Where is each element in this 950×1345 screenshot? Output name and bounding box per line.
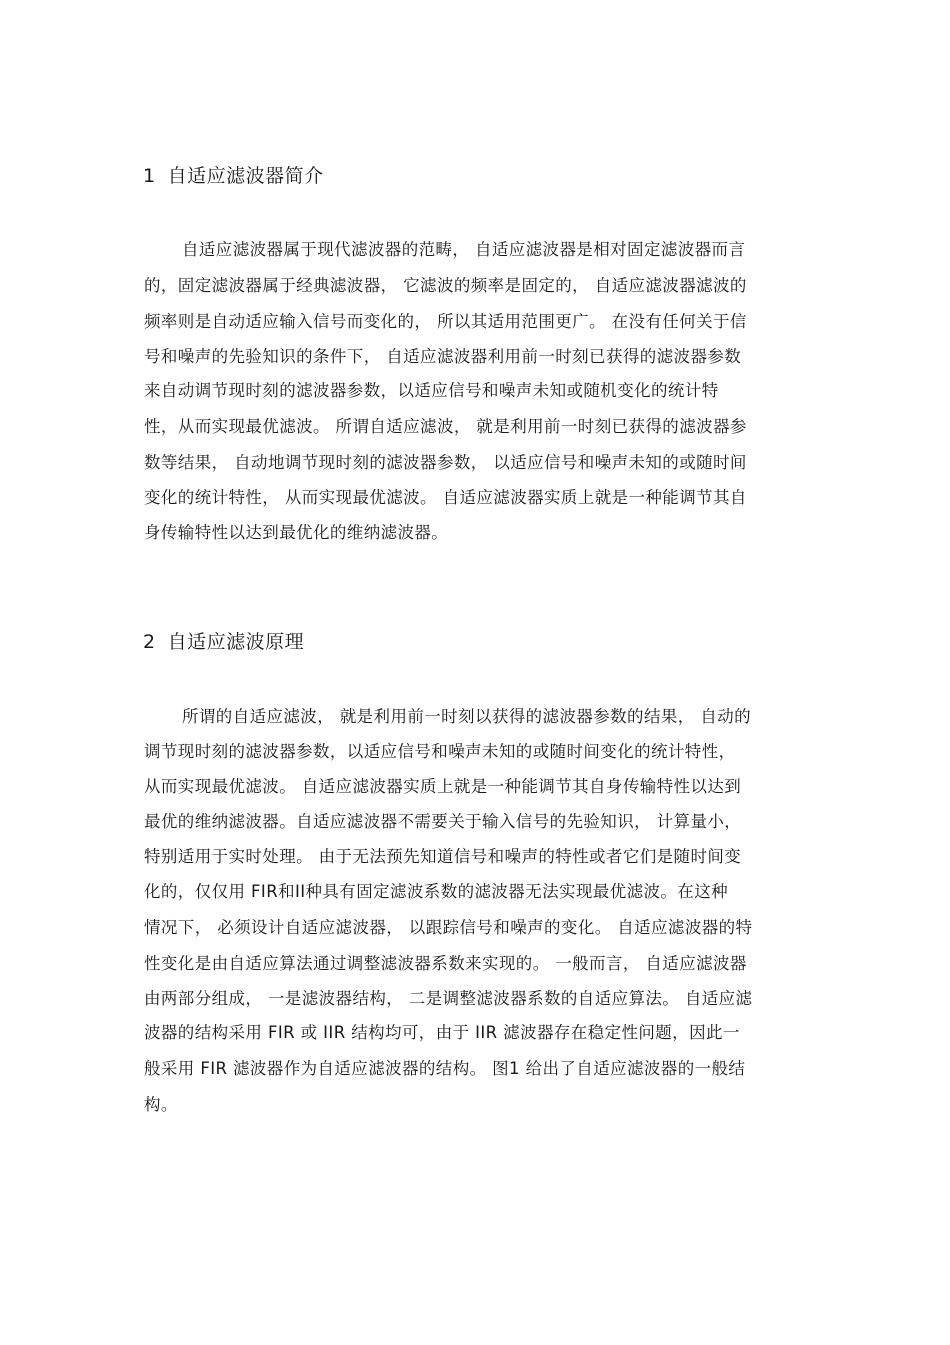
section-2-line: 情况下， 必须设计自适应滤波器， 以跟踪信号和噪声的变化。 自适应滤波器的特: [144, 918, 753, 937]
section-2-line: 所谓的自适应滤波， 就是利用前一时刻以获得的滤波器参数的结果， 自动的: [182, 707, 751, 726]
section-1-line: 的，固定滤波器属于经典滤波器， 它滤波的频率是固定的， 自适应滤波器滤波的: [144, 276, 747, 295]
section-2-line: 化的，仅仅用 FIR和II种具有固定滤波系数的滤波器无法实现最优滤波。在这种: [144, 882, 728, 901]
section-1-line: 号和噪声的先验知识的条件下， 自适应滤波器利用前一时刻已获得的滤波器参数: [144, 347, 742, 366]
section-1-title: 自适应滤波器简介: [167, 165, 324, 187]
section-1-line: 数等结果， 自动地调节现时刻的滤波器参数， 以适应信号和噪声未知的或随时间: [144, 453, 747, 472]
section-1-heading: [143, 164, 324, 188]
section-1-line: 来自动调节现时刻的滤波器参数，以适应信号和噪声未知或随机变化的统计特: [144, 381, 719, 400]
section-1-line: 身传输特性以达到最优化的维纳滤波器。: [144, 523, 449, 542]
section-2-line: 从而实现最优滤波。 自适应滤波器实质上就是一种能调节其自身传输特性以达到: [144, 777, 742, 796]
section-2-number: 2: [143, 631, 156, 653]
section-2-line: 性变化是由自适应算法通过调整滤波器系数来实现的。 一般而言， 自适应滤波器: [144, 954, 747, 973]
section-1-line: 自适应滤波器属于现代滤波器的范畴， 自适应滤波器是相对固定滤波器而言: [182, 240, 746, 259]
section-1-line: 变化的统计特性， 从而实现最优滤波。 自适应滤波器实质上就是一种能调节其自: [144, 488, 747, 507]
section-2-line: 特别适用于实时处理。 由于无法预先知道信号和噪声的特性或者它们是随时间变: [144, 847, 742, 866]
section-2-line: 波器的结构采用 FIR 或 IIR 结构均可，由于 IIR 滤波器存在稳定性问题，因此一: [144, 1023, 740, 1042]
section-2-line: 调节现时刻的滤波器参数，以适应信号和噪声未知的或随时间变化的统计特性，: [144, 742, 736, 761]
section-2-line: 最优的维纳滤波器。自适应滤波器不需要关于输入信号的先验知识， 计算量小，: [144, 812, 742, 831]
section-2-line: 构。: [144, 1095, 178, 1114]
section-1-number: 1: [143, 165, 156, 187]
section-1-line: 频率则是自动适应输入信号而变化的， 所以其适用范围更广。 在没有任何关于信: [144, 312, 747, 331]
section-2-line: 由两部分组成， 一是滤波器结构， 二是调整滤波器系数的自适应算法。 自适应滤: [144, 989, 753, 1008]
section-2-heading: [143, 630, 304, 654]
section-2-title: 自适应滤波原理: [167, 631, 305, 653]
section-2-line: 般采用 FIR 滤波器作为自适应滤波器的结构。 图1 给出了自适应滤波器的一般结: [144, 1059, 746, 1078]
section-1-line: 性，从而实现最优滤波。 所谓自适应滤波， 就是利用前一时刻已获得的滤波器参: [144, 417, 747, 436]
